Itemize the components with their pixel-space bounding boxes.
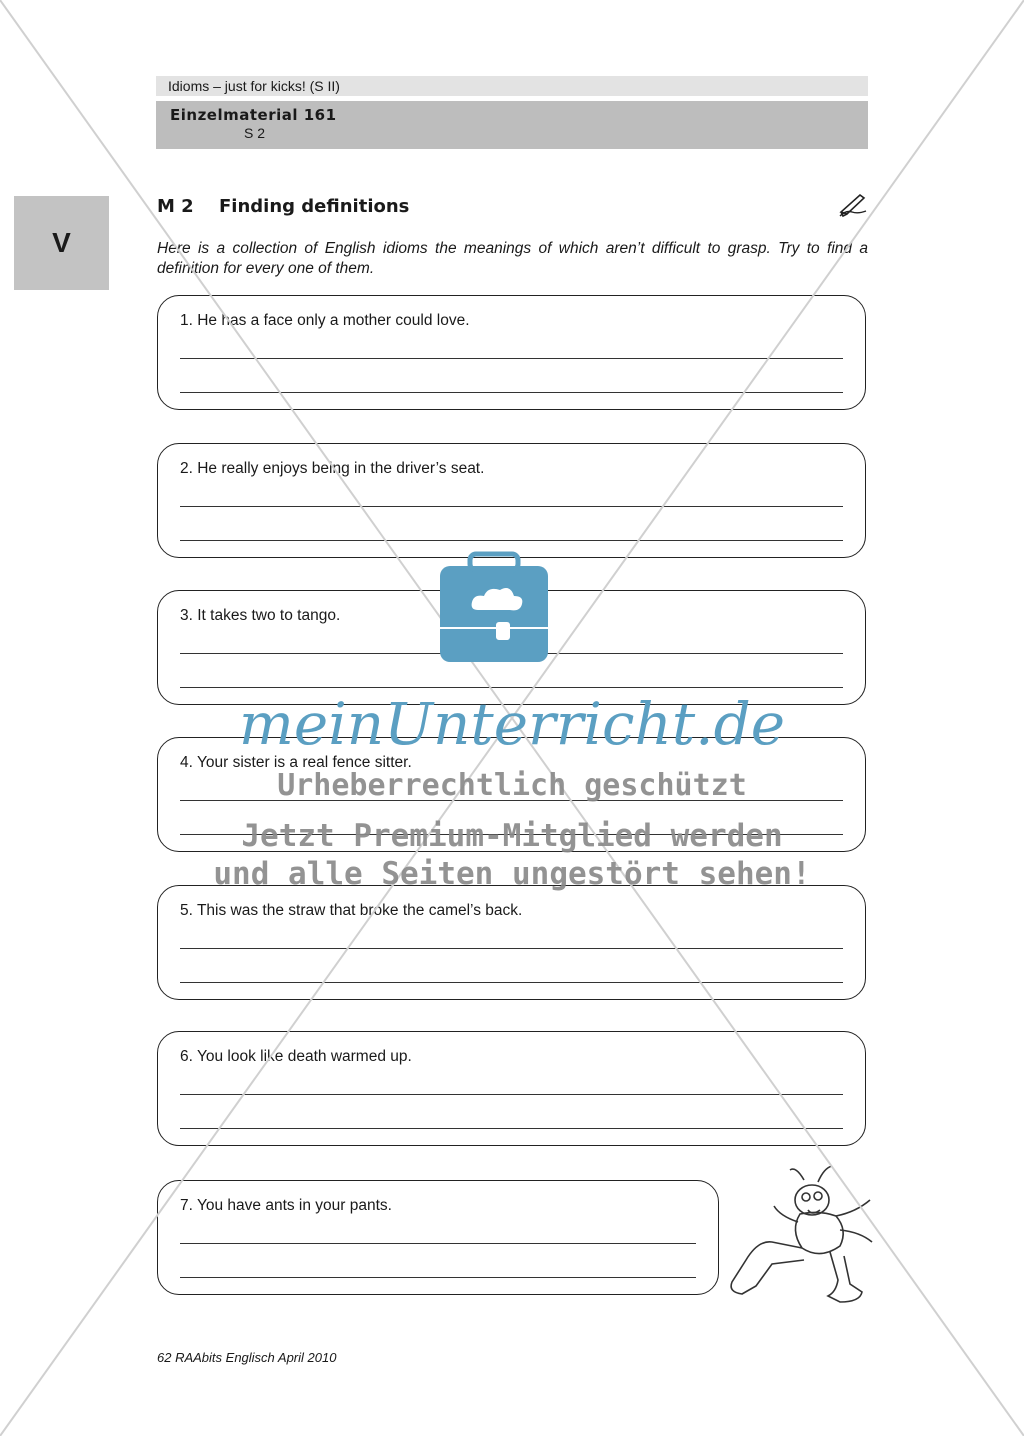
watermark-line-1: Urheberrechtlich geschützt bbox=[277, 768, 747, 803]
series-title: Idioms – just for kicks! (S II) bbox=[156, 76, 868, 96]
idiom-prompt: 2. He really enjoys being in the driver’s seat. bbox=[180, 460, 485, 477]
watermark-line-2: Jetzt Premium-Mitglied werden bbox=[241, 818, 783, 854]
task-number: M 2 bbox=[157, 196, 194, 217]
footer: 62 RAAbits Englisch April 2010 bbox=[157, 1350, 337, 1365]
idiom-prompt: 6. You look like death warmed up. bbox=[180, 1048, 412, 1065]
material-page: S 2 bbox=[244, 125, 266, 141]
task-heading: Finding definitions bbox=[219, 196, 410, 217]
material-number: Einzelmaterial 161 bbox=[170, 106, 337, 124]
idiom-prompt: 7. You have ants in your pants. bbox=[180, 1197, 392, 1214]
idiom-prompt: 5. This was the straw that broke the camel’s back. bbox=[180, 902, 523, 919]
idiom-prompt: 4. Your sister is a real fence sitter. bbox=[180, 754, 412, 771]
section-tab: V bbox=[14, 196, 109, 290]
watermark-brand: meinUnterricht.de bbox=[238, 690, 786, 758]
watermark-line-3: und alle Seiten ungestört sehen! bbox=[213, 856, 811, 892]
instructions: Here is a collection of English idioms the meanings of which aren’t difficult to grasp. Try to find a definition for every one of them. bbox=[157, 240, 868, 277]
idiom-prompt: 3. It takes two to tango. bbox=[180, 607, 341, 624]
briefcase-icon bbox=[440, 554, 548, 662]
idiom-prompt: 1. He has a face only a mother could love. bbox=[180, 312, 470, 329]
